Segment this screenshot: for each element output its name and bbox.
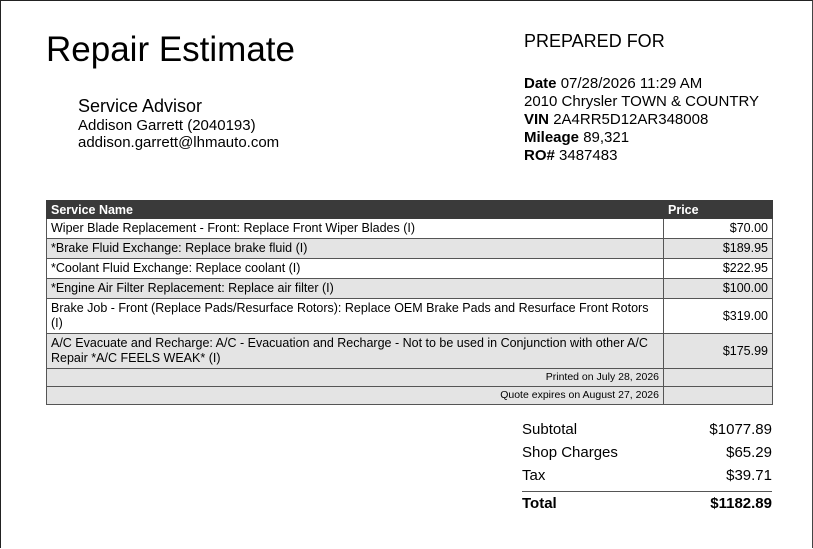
vin-label: VIN (524, 111, 550, 128)
shop-charges-row (522, 441, 772, 464)
total-row (522, 491, 772, 514)
table-header-row (47, 201, 773, 219)
ro-value: 3487483 (559, 147, 618, 164)
date-label: Date (524, 75, 557, 92)
service-advisor-block (78, 95, 279, 151)
totals-block (522, 418, 772, 514)
table-row (47, 259, 773, 279)
service-name-cell: *Brake Fluid Exchange: Replace brake fluid (I) (47, 239, 664, 259)
service-name-cell: A/C Evacuate and Recharge: A/C - Evacuation and Recharge - Not to be used in Conjunction with other A/C Repair *A/C FEELS WEAK* (I) (47, 334, 664, 369)
price-cell: $70.00 (664, 219, 773, 239)
subtotal-row (522, 418, 772, 441)
service-name-cell: *Engine Air Filter Replacement: Replace air filter (I) (47, 279, 664, 299)
vehicle-info-block (524, 75, 759, 165)
price-cell: $100.00 (664, 279, 773, 299)
mileage-label: Mileage (524, 129, 580, 146)
table-row (47, 334, 773, 369)
vin-line (524, 111, 759, 129)
vehicle-model: 2010 Chrysler TOWN & COUNTRY (524, 93, 760, 110)
table-row (47, 299, 773, 334)
printed-on-text: Printed on July 28, 2026 (47, 369, 664, 387)
services-table (46, 200, 773, 405)
table-row (47, 279, 773, 299)
service-name-cell: Wiper Blade Replacement - Front: Replace Front Wiper Blades (I) (47, 219, 664, 239)
mileage-value: 89,321 (583, 129, 630, 146)
advisor-name: Addison Garrett (2040193) (78, 117, 256, 134)
page-title: Repair Estimate (46, 30, 295, 69)
service-name-cell: *Coolant Fluid Exchange: Replace coolant (I) (47, 259, 664, 279)
mileage-line (524, 129, 759, 147)
tax-label: Tax (522, 467, 546, 484)
service-name-header: Service Name (47, 201, 664, 219)
price-cell: $175.99 (664, 334, 773, 369)
price-cell: $189.95 (664, 239, 773, 259)
prepared-for-heading: PREPARED FOR (524, 31, 665, 51)
ro-line (524, 147, 759, 165)
date-line (524, 75, 759, 93)
price-header: Price (664, 201, 773, 219)
shop-charges-label: Shop Charges (522, 444, 618, 461)
quote-expires-empty-cell (664, 387, 773, 405)
tax-value: $39.71 (726, 467, 772, 484)
table-row (47, 239, 773, 259)
price-cell: $222.95 (664, 259, 773, 279)
subtotal-value: $1077.89 (709, 421, 772, 438)
service-name-cell: Brake Job - Front (Replace Pads/Resurface Rotors): Replace OEM Brake Pads and Resurface Front Rotors (I) (47, 299, 664, 334)
total-value: $1182.89 (710, 494, 772, 512)
quote-expires-row (47, 387, 773, 405)
printed-on-row (47, 369, 773, 387)
total-label: Total (522, 494, 557, 512)
table-row (47, 219, 773, 239)
printed-on-empty-cell (664, 369, 773, 387)
price-cell: $319.00 (664, 299, 773, 334)
ro-label: RO# (524, 147, 555, 164)
advisor-email: addison.garrett@lhmauto.com (78, 134, 280, 151)
subtotal-label: Subtotal (522, 421, 578, 438)
shop-charges-value: $65.29 (726, 444, 772, 461)
date-value: 07/28/2026 11:29 AM (560, 75, 703, 92)
advisor-heading: Service Advisor (78, 96, 203, 116)
vin-value: 2A4RR5D12AR348008 (553, 111, 709, 128)
quote-expires-text: Quote expires on August 27, 2026 (47, 387, 664, 405)
tax-row (522, 464, 772, 487)
